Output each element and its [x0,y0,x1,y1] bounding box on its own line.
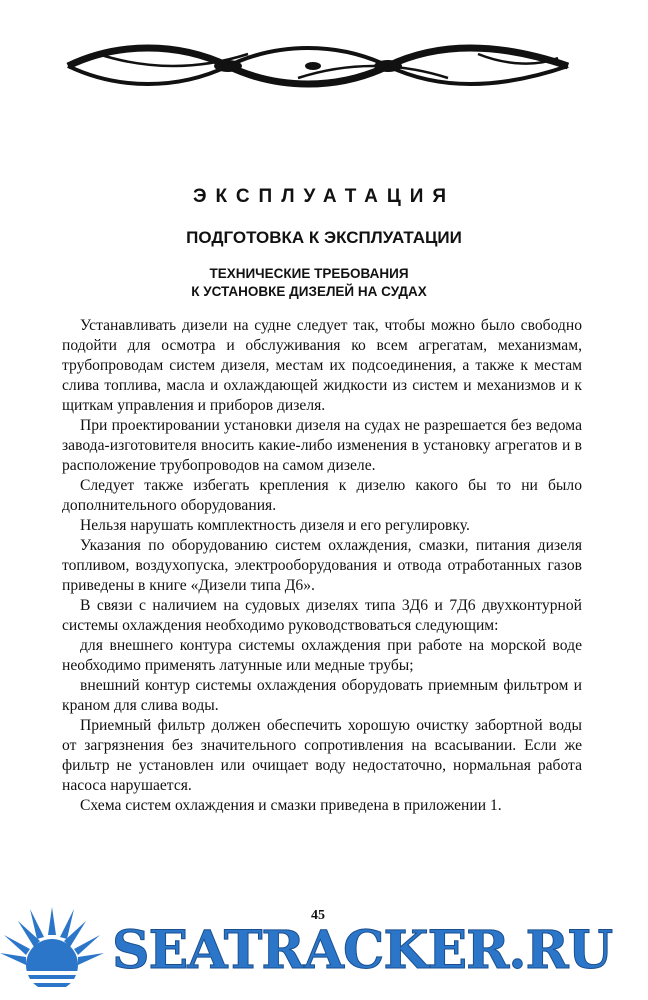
paragraph: Устанавливать дизели на судне следует так, чтобы можно было свободно подойти для осмотра и обслуживания ко всем агрегатам, механизмам, трубопроводам систем дизеля, местам их подсоединения, а также к местам слива топлива, масла и охлаждающей жидкости из систем и механизмов и к щиткам управления и приборов дизеля. [62,317,582,414]
watermark-text: SEATRACKER.RU [112,920,613,981]
paragraph: внешний контур системы охлаждения оборудовать приемным фильтром и краном для слива воды. [62,677,582,714]
page-number: 45 [311,908,325,923]
decorative-ornament-header [58,40,578,92]
body-text [62,316,582,816]
paragraph: Указания по оборудованию систем охлаждения, смазки, питания дизеля топливом, воздухопуска, электрооборудования и отвода отработанных газов приведены в книге «Дизели типа Д6». [62,537,582,594]
paragraph: При проектировании установки дизеля на судах не разрешается без ведома завода-изготовителя вносить какие-либо изменения в установку агрегатов и в расположение трубопроводов на самом дизеле. [62,417,582,474]
subsection-title-line1: ТЕХНИЧЕСКИЕ ТРЕБОВАНИЯ [209,266,409,281]
paragraph: Схема систем охлаждения и смазки приведена в приложении 1. [80,797,502,814]
section-title: ЭКСПЛУАТАЦИЯ [192,186,456,207]
paragraph: Приемный фильтр должен обеспечить хорошую очистку забортной воды от загрязнения без значительного сопротивления на всасывании. Если же фильтр не установлен или очищает воду недостаточно, нормальная работа насоса нарушается. [62,717,582,794]
subsection-title [0,265,618,301]
paragraph: Нельзя нарушать комплектность дизеля и его регулировку. [80,517,470,534]
paragraph: Следует также избегать крепления к дизелю какого бы то ни было дополнительного оборудования. [62,477,582,514]
chapter-title: ПОДГОТОВКА К ЭКСПЛУАТАЦИИ [186,228,462,247]
subsection-title-line2: К УСТАНОВКЕ ДИЗЕЛЕЙ НА СУДАХ [191,284,427,299]
paragraph: В связи с наличием на судовых дизелях типа 3Д6 и 7Д6 двухконтурной системы охлаждения необходимо руководствоваться следующим: [62,597,582,634]
paragraph: для внешнего контура системы охлаждения при работе на морской воде необходимо применять латунные или медные трубы; [62,637,582,674]
